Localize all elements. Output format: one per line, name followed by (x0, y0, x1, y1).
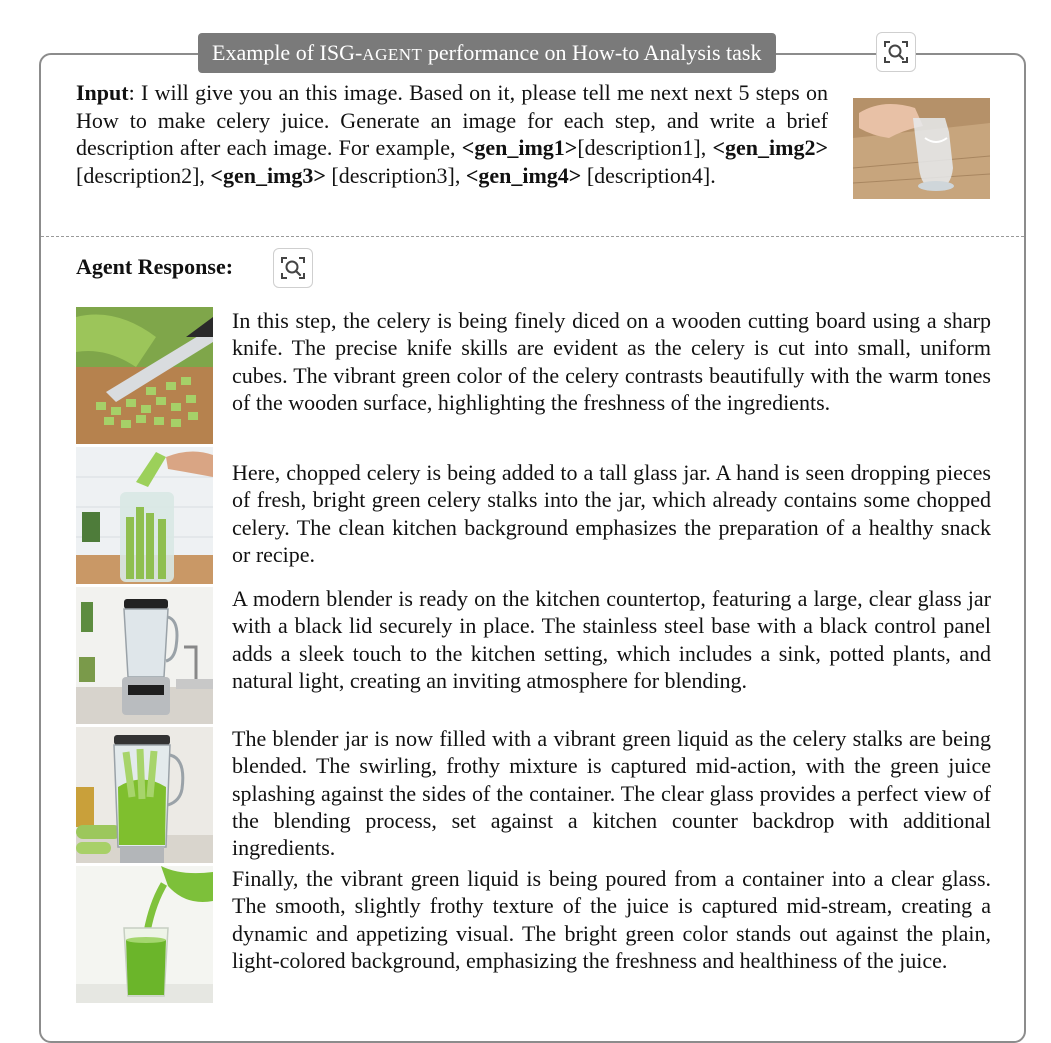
section-divider (41, 236, 1024, 237)
input-image (853, 98, 990, 199)
input-label: Input (76, 80, 129, 105)
input-prompt: Input: I will give you an this image. Based on it, please tell me next next 5 steps on How to make celery juice. Generate an image for each step, and write a brief description after each image. For example, <gen_img1>[description1], <gen_img2> [description2], <gen_img3> [description3], <gen_img4> [description4]. (76, 80, 829, 188)
step-3-image (76, 587, 213, 724)
step-5-image (76, 866, 213, 1003)
step-4-description: The blender jar is now filled with a vibrant green liquid as the celery stalks are being blended. The swirling, frothy mixture is captured mid-action, with the green juice splashing against the sides of the container. The clear glass provides a perfect view of the blending process, set against a kitchen counter backdrop with additional ingredients. (232, 726, 991, 861)
zoom-response-button[interactable] (273, 248, 313, 288)
step-3-description: A modern blender is ready on the kitchen countertop, featuring a large, clear glass jar with a black lid securely in place. The stainless steel base with a black control panel adds a sleek touch to the kitchen setting, which includes a sink, potted plants, and natural light, creating an inviting atmosphere for blending. (232, 586, 991, 693)
step-5-description: Finally, the vibrant green liquid is being poured from a container into a clear glass. The smooth, slightly frothy texture of the juice is captured mid-stream, creating a dynamic and appetizing visual. The bright green color stands out against the plain, light-colored background, emphasizing the freshness and healthiness of the juice. (232, 866, 991, 973)
zoom-search-icon (279, 254, 307, 282)
step-2-image (76, 447, 213, 584)
zoom-input-button[interactable] (876, 32, 916, 72)
agent-response-label: Agent Response: (76, 254, 234, 279)
step-2-description: Here, chopped celery is being added to a tall glass jar. A hand is seen dropping pieces of fresh, bright green celery stalks into the jar, which already contains some chopped celery. The clean kitchen background emphasizes the preparation of a healthy snack or recipe. (232, 460, 991, 567)
step-4-image (76, 727, 213, 863)
zoom-search-icon (882, 38, 910, 66)
step-1-description: In this step, the celery is being finely diced on a wooden cutting board using a sharp knife. The precise knife skills are evident as the celery is cut into small, uniform cubes. The vibrant green color of the celery contrasts beautifully with the warm tones of the wooden surface, highlighting the freshness of the ingredients. (232, 308, 991, 415)
example-title: Example of ISG-AGENT performance on How-to Analysis task (198, 33, 776, 73)
step-1-image (76, 307, 213, 444)
